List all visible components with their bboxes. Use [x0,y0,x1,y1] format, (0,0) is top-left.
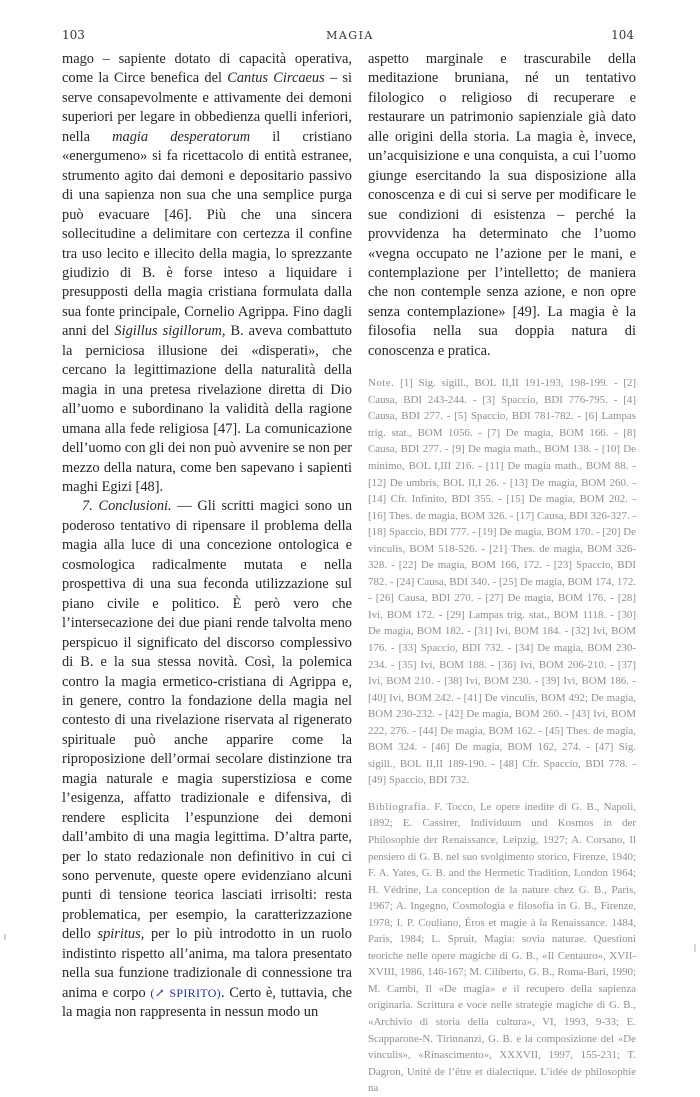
text-run: . Certo è, tuttavia, che la magia non rappresenta in nessun modo un [62,984,352,1021]
cross-reference-link[interactable]: (↗ SPIRITO) [150,985,221,1000]
notes-text: [1] Sig. sigill., BOL II,II 191-193, 198-199. - [2] Causa, BDI 243-244. - [3] Spaccio, BDI 776-795. - [4] Causa, BDI 277. - [5] Spaccio, BDI 781-782. - [6] Lampas trig. stat., BOM 1056. - [7] De magia, BOM 166. - [8] Causa, BDI 277. - [9] De magia math., BOM 138. - [10] De minimo, BOL I,III 216. - [11] De magia math., BOM 88. - [12] De umbris, BOL II,I 26. - [13] De magia, BOM 260. - [14] Cfr. Infinito, BDI 355. - [15] De magia, BOM 202. - [16] Thes. de magia, BOM 326. - [17] Causa, BDI 326-327. - [18] Spaccio, BDI 777. - [19] De magia, BOM 170. - [20] De vinculis, BOM 518-526. - [21] Thes. de magia, BOM 326-328. - [22] De magia, BOM 166, 172. - [23] Spaccio, BDI 782. - [24] Causa, BDI 340. - [25] De magia, BOM 174, 172. - [26] Causa, BDI 270. - [27] De magia, BOM 176. - [28] Ivi, BOM 172. - [29] Lampas trig. stat., BOM 1118. - [30] De magia, BOM 182. - [31] Ivi, BOM 184. - [32] Ivi, BOM 176. - [33] Spaccio, BDI 732. - [34] De magia, BOM 230-234. - [35] Ivi, BOM 188. - [36] Ivi, BOM 206-210. - [37] Ivi, BOM 210. - [38] Ivi, BOM 230. - [39] Ivi, BOM 186. - [40] Ivi, BOM 242. - [41] De vinculis, BOM 492; De magia, BOM 230-232. - [42] De magia, BOM 260. - [43] Ivi, BOM 222, 276. - [44] De magia, BOM 162. - [45] Thes. de magia, BOM 324. - [46] De magia, BOM 162, 274. - [47] Sig. sigill., BOL II,II 189-190. - [48] Cfr. Spaccio, BDI 778. - [49] Spaccio, BDI 732. [368,377,636,787]
italic-term: magia desperatorum [112,128,251,145]
text-run: , B. aveva combattuto la perniciosa illusione dei «disperati», che cercano la legittimazione della naturalità della magia in una pretesa rivelazione diretta di Dio all’uomo e subordinano la validità della ragione umana alla fede religiosa [47]. La comunicazione dell’uomo con gli dei non può avvenire se non per mezzo della natura, come ben sapevano i sapienti maghi Egizi [48]. [62,323,352,495]
italic-term: spiritus [97,926,141,943]
notes-label: Note. [368,377,395,390]
page-number-left: 103 [62,28,85,42]
text-run: mago – sapiente dotato di capacità operativa, come la Circe benefica del [62,51,352,87]
bibliography-block [368,799,636,1097]
page-number-right: 104 [611,28,634,42]
running-head: MAGIA [326,29,374,42]
notes-block [368,375,636,789]
italic-title: Sigillus sigillorum [114,323,222,340]
left-paragraph-1 [62,50,352,497]
bibliography-label: Bibliografia. [368,800,430,813]
left-paragraph-2 [62,497,352,1022]
right-paragraph-1: aspetto marginale e trascurabile della meditazione bruniana, né un tentativo filologico o religioso di recuperare e restaurare un patrimonio sapienziale già dato alle origini della storia. La magia è, invece, un’acquisizione e una conquista, a cui l’uomo giunge esercitando la sua disposizione alla conoscenza e di cui si serve per modificare le sue condizioni di esistenza – perché la provvidenza ha determinato che l’uomo «vegna occupato ne l’azione per le mani, e contemplazione per l’intelletto; de maniera che non contemple senza azione, e non opre senza contemplazione» [49]. La magia è la filosofia nella sua doppia natura di conoscenza e pratica. [368,51,636,359]
scan-mark [694,944,696,952]
right-column [368,50,636,1097]
left-column [62,50,352,1023]
text-run: — Gli scritti magici sono un poderoso tentativo di ripensare il problema della magia alla luce di una concezione ontologica e cosmologica radicalmente mutata e nella prospettiva di una sua feconda utilizzazione sul piano civile e politico. È però vero che l’intersecazione dei due piani rende talvolta meno perspicuo il significato del discorso complessivo di B. e la sua stessa novità. Così, la polemica contro la magia ermetico-cristiana di Agrippa e, in genere, contro la fondazione della magia nel contesto di una rivelazione riservata al rigenerato spirituale può anche apparire come la riproposizione dell’ormai secolare distinzione tra magia naturale e magia superstiziosa e come l’esigenza, affatto tradizionale e difensiva, di rendere esplicita l’espunzione dei demoni dall’ambito di una magia legittima. D’altra parte, per lo stato redazionale non definitivo in cui ci sono pervenute, queste opere evidenziano alcuni punti di tensione teorica lasciati irrisolti: resta problematica, per esempio, la caratterizzazione dello [62,498,353,943]
scan-mark [4,934,6,940]
bibliography-text: F. Tocco, Le opere inedite di G. B., Napoli, 1892; E. Cassirer, Individuum und Kosmos in der Philosophie der Renaissance, Leipzig, 1927; A. Corsano, Il pensiero di G. B. nel suo svolgimento storico, Firenze, 1940; F. A. Yates, G. B. and the Hermetic Tradition, London 1964; H. Védrine, La conception de la nature chez G. B., Paris, 1967; A. Ingegno, Cosmologia e filosofia in G. B., Firenze, 1978; I. P. Couliano, Éros et magie à la Renaissance. 1484, Paris, 1984; L. Spruit, Magia: sovia naturae. Questioni teoriche nelle opere magiche di G. B., «Il Centauro», XVII-XVIII, 1986, 146-167; M. Ciliberto, G. B., Roma-Bari, 1990; M. Cambi, Il «De magia» e il recupero della sapienza originaria. Scrittura e voce nelle strategie magiche di G. B., «Archivio di storia della cultura», VI, 1993, 9-33; E. Scapparone-N. Tirinnanzi, G. B. e la composizione del «De vinculis», «Rinascimento», XXXVII, 1997, 155-231; T. Dagron, Unité de l’être et dialectique. L’idée de philosophie na [368,800,637,1095]
section-heading: 7. Conclusioni. [82,498,172,515]
text-run: il cristiano «energumeno» si fa ricettacolo di entità estranee, strumento agito dai demoni e depositario passivo di una sapienza non sua che una semplice purga può evacuare [46]. Più che una sincera sollecitudine a delimitare con certezza il confine tra uso lecito e illecito della magia, lo sprezzante giudizio di B. è forse inteso a liquidare i presupposti della magia cristiana formulata dalla sua fonte principale, Cornelio Agrippa. Fino dagli anni del [62,128,352,340]
text-run: – si serve consapevolmente e attivamente dei demoni superiori per legare in obbedienza quelli inferiori, nella [62,70,353,145]
text-run: , per lo più introdotto in un ruolo indistinto rispetto all’anima, ma talora presentato nella sua funzione tradizionale di connessione tra anima e corpo [62,926,352,1001]
italic-title: Cantus Circaeus [227,70,325,87]
